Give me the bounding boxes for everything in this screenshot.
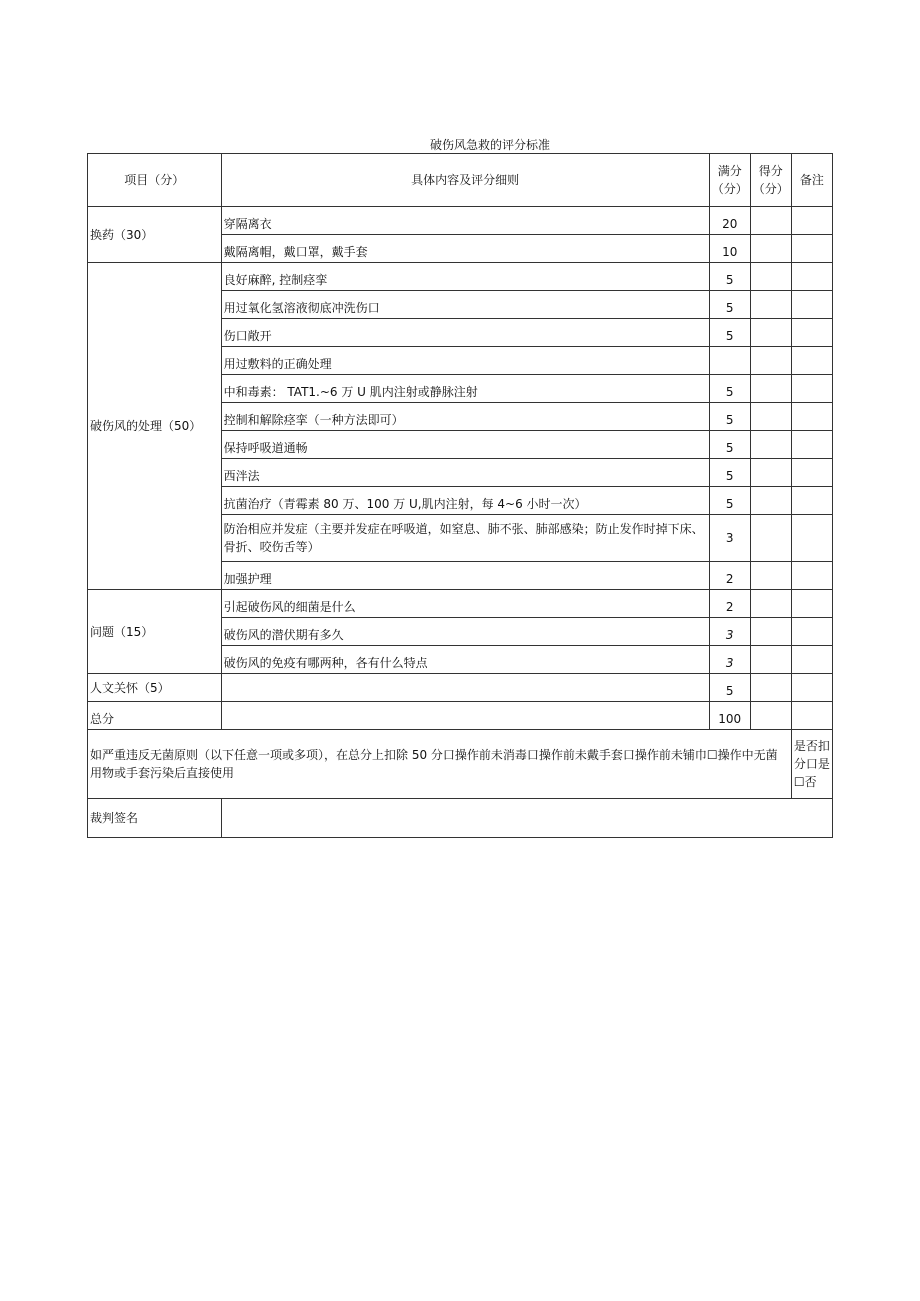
table-row (88, 674, 833, 702)
signature-field[interactable] (221, 799, 832, 838)
row-content: 加强护理 (221, 562, 709, 590)
header-item: 项目（分） (88, 154, 222, 207)
note-cell[interactable] (791, 263, 832, 291)
row-full-score: 5 (709, 403, 750, 431)
humanistic-full-score: 5 (709, 674, 750, 702)
header-score: 得分（分） (750, 154, 791, 207)
note-cell[interactable] (791, 375, 832, 403)
score-cell[interactable] (750, 459, 791, 487)
row-full-score: 3 (709, 618, 750, 646)
note-cell[interactable] (791, 618, 832, 646)
violation-row (88, 730, 833, 799)
note-cell[interactable] (791, 347, 832, 375)
score-cell[interactable] (750, 291, 791, 319)
row-content: 保持呼吸道通畅 (221, 431, 709, 459)
row-content: 用过敷料的正确处理 (221, 347, 709, 375)
header-content: 具体内容及评分细则 (221, 154, 709, 207)
violation-text: 如严重违反无菌原则（以下任意一项或多项），在总分上扣除 50 分口操作前未消毒口操作前未戴手套口操作前未铺巾☐操作中无菌用物或手套污染后直接使用 (88, 730, 792, 799)
section-label-treatment: 破伤风的处理（50） (88, 263, 222, 590)
note-cell[interactable] (791, 487, 832, 515)
row-full-score: 10 (709, 235, 750, 263)
score-cell[interactable] (750, 702, 791, 730)
signature-label: 裁判签名 (88, 799, 222, 838)
header-row (88, 154, 833, 207)
table-row (88, 590, 833, 618)
row-content (221, 674, 709, 702)
row-content: 破伤风的潜伏期有多久 (221, 618, 709, 646)
row-full-score: 20 (709, 207, 750, 235)
score-cell[interactable] (750, 515, 791, 562)
row-full-score: 5 (709, 431, 750, 459)
note-cell[interactable] (791, 702, 832, 730)
row-full-score: 5 (709, 375, 750, 403)
score-cell[interactable] (750, 263, 791, 291)
score-cell[interactable] (750, 431, 791, 459)
row-full-score: 2 (709, 590, 750, 618)
row-full-score: 5 (709, 487, 750, 515)
section-label-questions: 问题（15） (88, 590, 222, 674)
header-full-score: 满分（分） (709, 154, 750, 207)
note-cell[interactable] (791, 562, 832, 590)
row-content: 破伤风的免疫有哪两种，各有什么特点 (221, 646, 709, 674)
note-cell[interactable] (791, 515, 832, 562)
row-full-score: 5 (709, 263, 750, 291)
note-cell[interactable] (791, 291, 832, 319)
note-cell[interactable] (791, 207, 832, 235)
row-content: 伤口敞开 (221, 319, 709, 347)
score-cell[interactable] (750, 487, 791, 515)
row-full-score: 5 (709, 319, 750, 347)
row-full-score: 3 (709, 515, 750, 562)
score-cell[interactable] (750, 646, 791, 674)
row-full-score: 5 (709, 291, 750, 319)
row-content: 穿隔离衣 (221, 207, 709, 235)
row-full-score: 2 (709, 562, 750, 590)
row-content: 戴隔离帽，戴口罩，戴手套 (221, 235, 709, 263)
scoring-table (87, 153, 833, 838)
note-cell[interactable] (791, 431, 832, 459)
note-cell[interactable] (791, 646, 832, 674)
section-label-dressing: 换药（30） (88, 207, 222, 263)
score-cell[interactable] (750, 562, 791, 590)
score-cell[interactable] (750, 235, 791, 263)
note-cell[interactable] (791, 403, 832, 431)
row-content: 抗菌治疗（青霉素 80 万、100 万 U,肌内注射，每 4~6 小时一次） (221, 487, 709, 515)
humanistic-label: 人文关怀（5） (88, 674, 222, 702)
row-content: 西泮法 (221, 459, 709, 487)
row-full-score: 5 (709, 459, 750, 487)
row-full-score (709, 347, 750, 375)
score-cell[interactable] (750, 618, 791, 646)
row-content: 引起破伤风的细菌是什么 (221, 590, 709, 618)
note-cell[interactable] (791, 674, 832, 702)
row-content: 防治相应并发症（主要并发症在呼吸道，如窒息、肺不张、肺部感染；防止发作时掉下床、骨折、咬伤舌等） (221, 515, 709, 562)
row-full-score: 3 (709, 646, 750, 674)
note-cell[interactable] (791, 319, 832, 347)
signature-row (88, 799, 833, 838)
total-full-score: 100 (709, 702, 750, 730)
score-cell[interactable] (750, 347, 791, 375)
header-note: 备注 (791, 154, 832, 207)
score-cell[interactable] (750, 403, 791, 431)
row-content: 良好麻醉, 控制痉挛 (221, 263, 709, 291)
score-cell[interactable] (750, 375, 791, 403)
table-row (88, 207, 833, 235)
score-cell[interactable] (750, 674, 791, 702)
row-content: 中和毒素： TAT1.~6 万 U 肌内注射或静脉注射 (221, 375, 709, 403)
deduction-checkbox[interactable]: 是否扣分口是☐否 (791, 730, 832, 799)
row-content: 控制和解除痉挛（一种方法即可） (221, 403, 709, 431)
score-cell[interactable] (750, 590, 791, 618)
table-row (88, 263, 833, 291)
row-content: 用过氧化氢溶液彻底冲洗伤口 (221, 291, 709, 319)
row-content (221, 702, 709, 730)
note-cell[interactable] (791, 459, 832, 487)
note-cell[interactable] (791, 235, 832, 263)
note-cell[interactable] (791, 590, 832, 618)
total-label: 总分 (88, 702, 222, 730)
score-cell[interactable] (750, 207, 791, 235)
page-title: 破伤风急救的评分标准 (429, 138, 550, 152)
table-row (88, 702, 833, 730)
score-cell[interactable] (750, 319, 791, 347)
